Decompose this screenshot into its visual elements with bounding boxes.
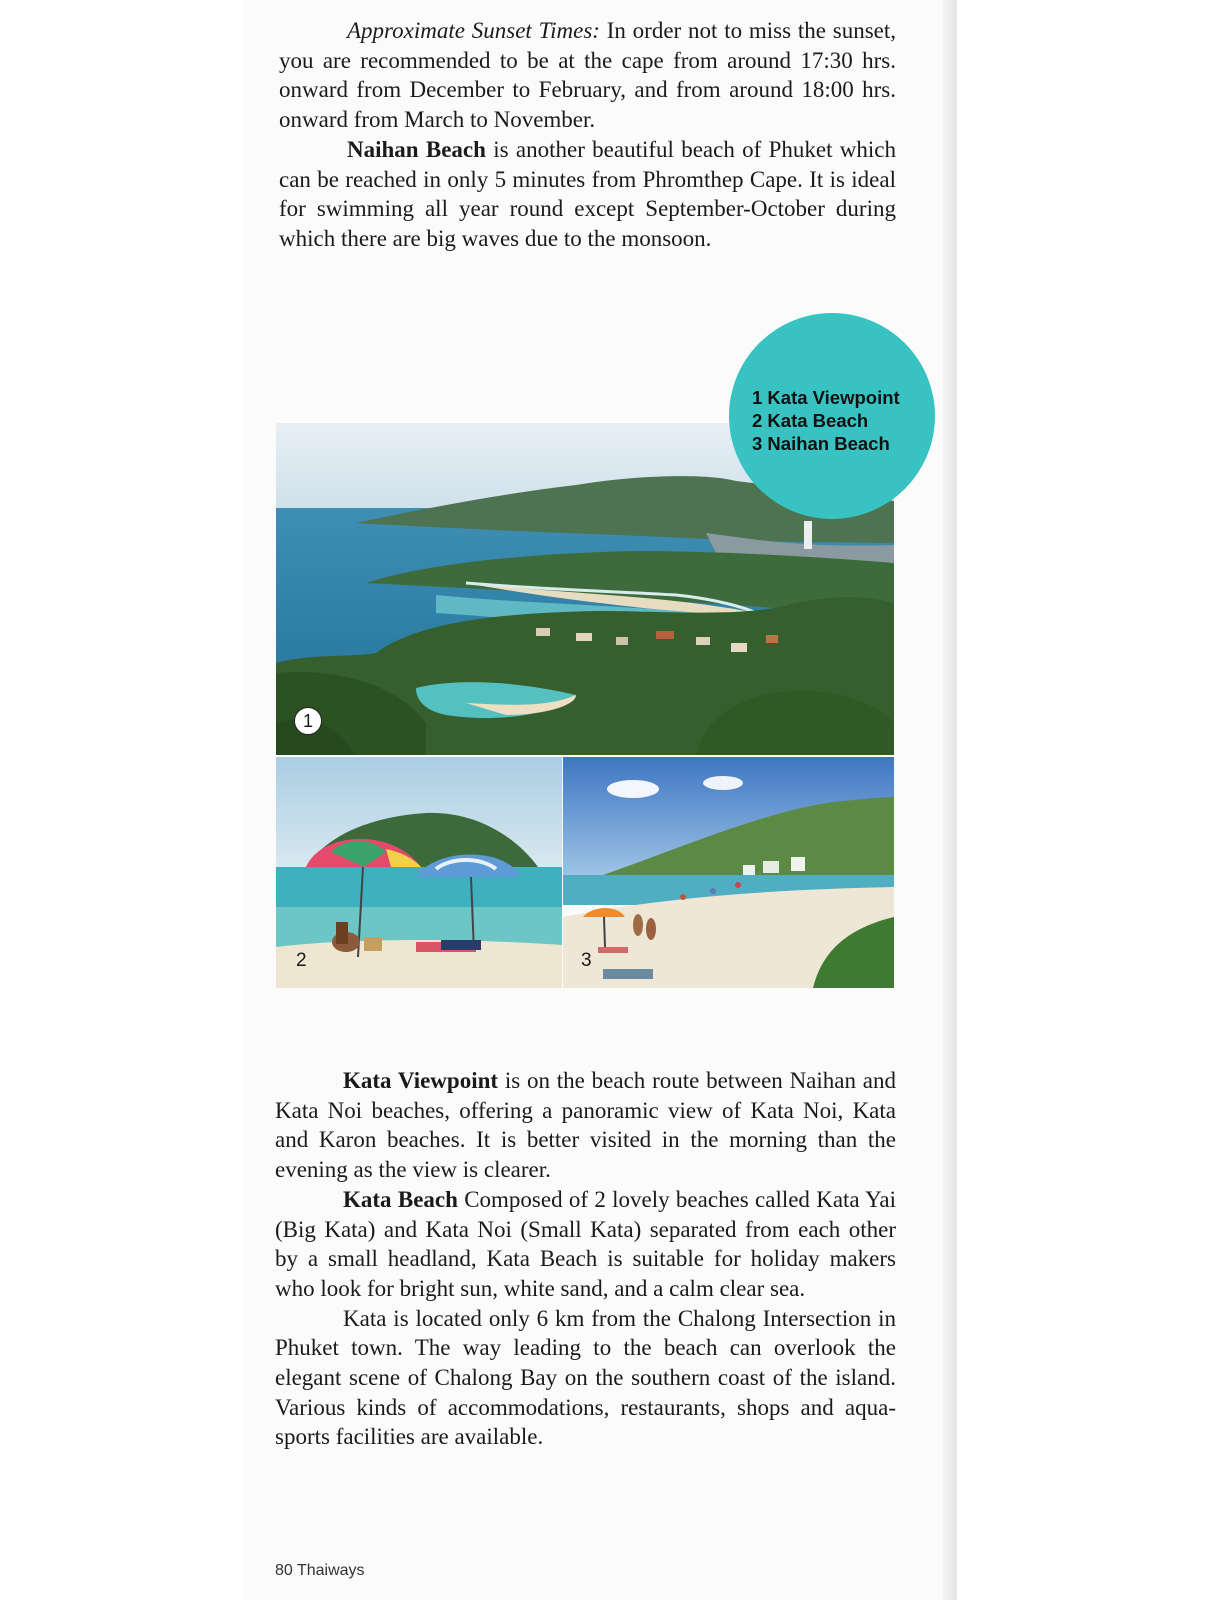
body-kata-viewpoint: is on the beach route between Naihan and Kata Noi beaches, offering a panoramic view of Kata Noi, Kata and Karon beaches. It is better visited in the morning than the evening as the view is clearer.	[275, 1068, 896, 1183]
lead-sunset-times: Approximate Sunset Times:	[347, 18, 600, 43]
bottom-text-block	[275, 1066, 896, 1452]
photo-legend	[752, 386, 900, 455]
legend-item-kata-viewpoint: 1 Kata Viewpoint	[752, 387, 900, 408]
legend-item-naihan-beach: 3 Naihan Beach	[752, 433, 890, 454]
lead-naihan-beach: Naihan Beach	[347, 136, 486, 162]
body-naihan-beach: is another beautiful beach of Phuket which can be reached in only 5 minutes from Phromthep Cape. It is ideal for swimming all year round except September-October during which there are big waves due to the monsoon.	[279, 136, 896, 251]
paragraph-sunset-times	[279, 16, 896, 135]
photo-number-1: 1	[294, 707, 322, 735]
publication-name: Thaiways	[296, 1562, 365, 1579]
page-footer	[275, 1562, 365, 1580]
top-text-block	[279, 16, 896, 254]
photo-number-3: 3	[581, 950, 592, 971]
body-kata-location: Kata is located only 6 km from the Chalong Intersection in Phuket town. The way leading to the beach can overlook the elegant scene of Chalong Bay on the southern coast of the island. Various kinds of accommodations, restaurants, shops and aqua-sports facilities are available.	[275, 1305, 896, 1450]
photo-number-2: 2	[296, 950, 307, 971]
photo-kata-beach	[276, 757, 562, 988]
paragraph-kata-beach	[275, 1185, 896, 1304]
photo-naihan-beach	[563, 757, 894, 988]
paragraph-kata-location	[275, 1304, 896, 1453]
lead-kata-viewpoint: Kata Viewpoint	[343, 1068, 499, 1093]
body-sunset-times: In order not to miss the sunset, you are recommended to be at the cape from around 17:30 hrs. onward from December to February, and from around 18:00 hrs. onward from March to November.	[279, 18, 897, 133]
page-number: 80	[275, 1562, 293, 1579]
page-binding-edge	[943, 0, 957, 1600]
paragraph-kata-viewpoint	[275, 1066, 896, 1185]
lead-kata-beach: Kata Beach	[343, 1186, 458, 1212]
paragraph-naihan-beach	[279, 135, 896, 254]
legend-item-kata-beach: 2 Kata Beach	[752, 410, 869, 431]
body-kata-beach: Composed of 2 lovely beaches called Kata Yai (Big Kata) and Kata Noi (Small Kata) separated from each other by a small headland, Kata Beach is suitable for holiday makers who look for bright sun, white sand, and a calm clear sea.	[275, 1186, 896, 1301]
